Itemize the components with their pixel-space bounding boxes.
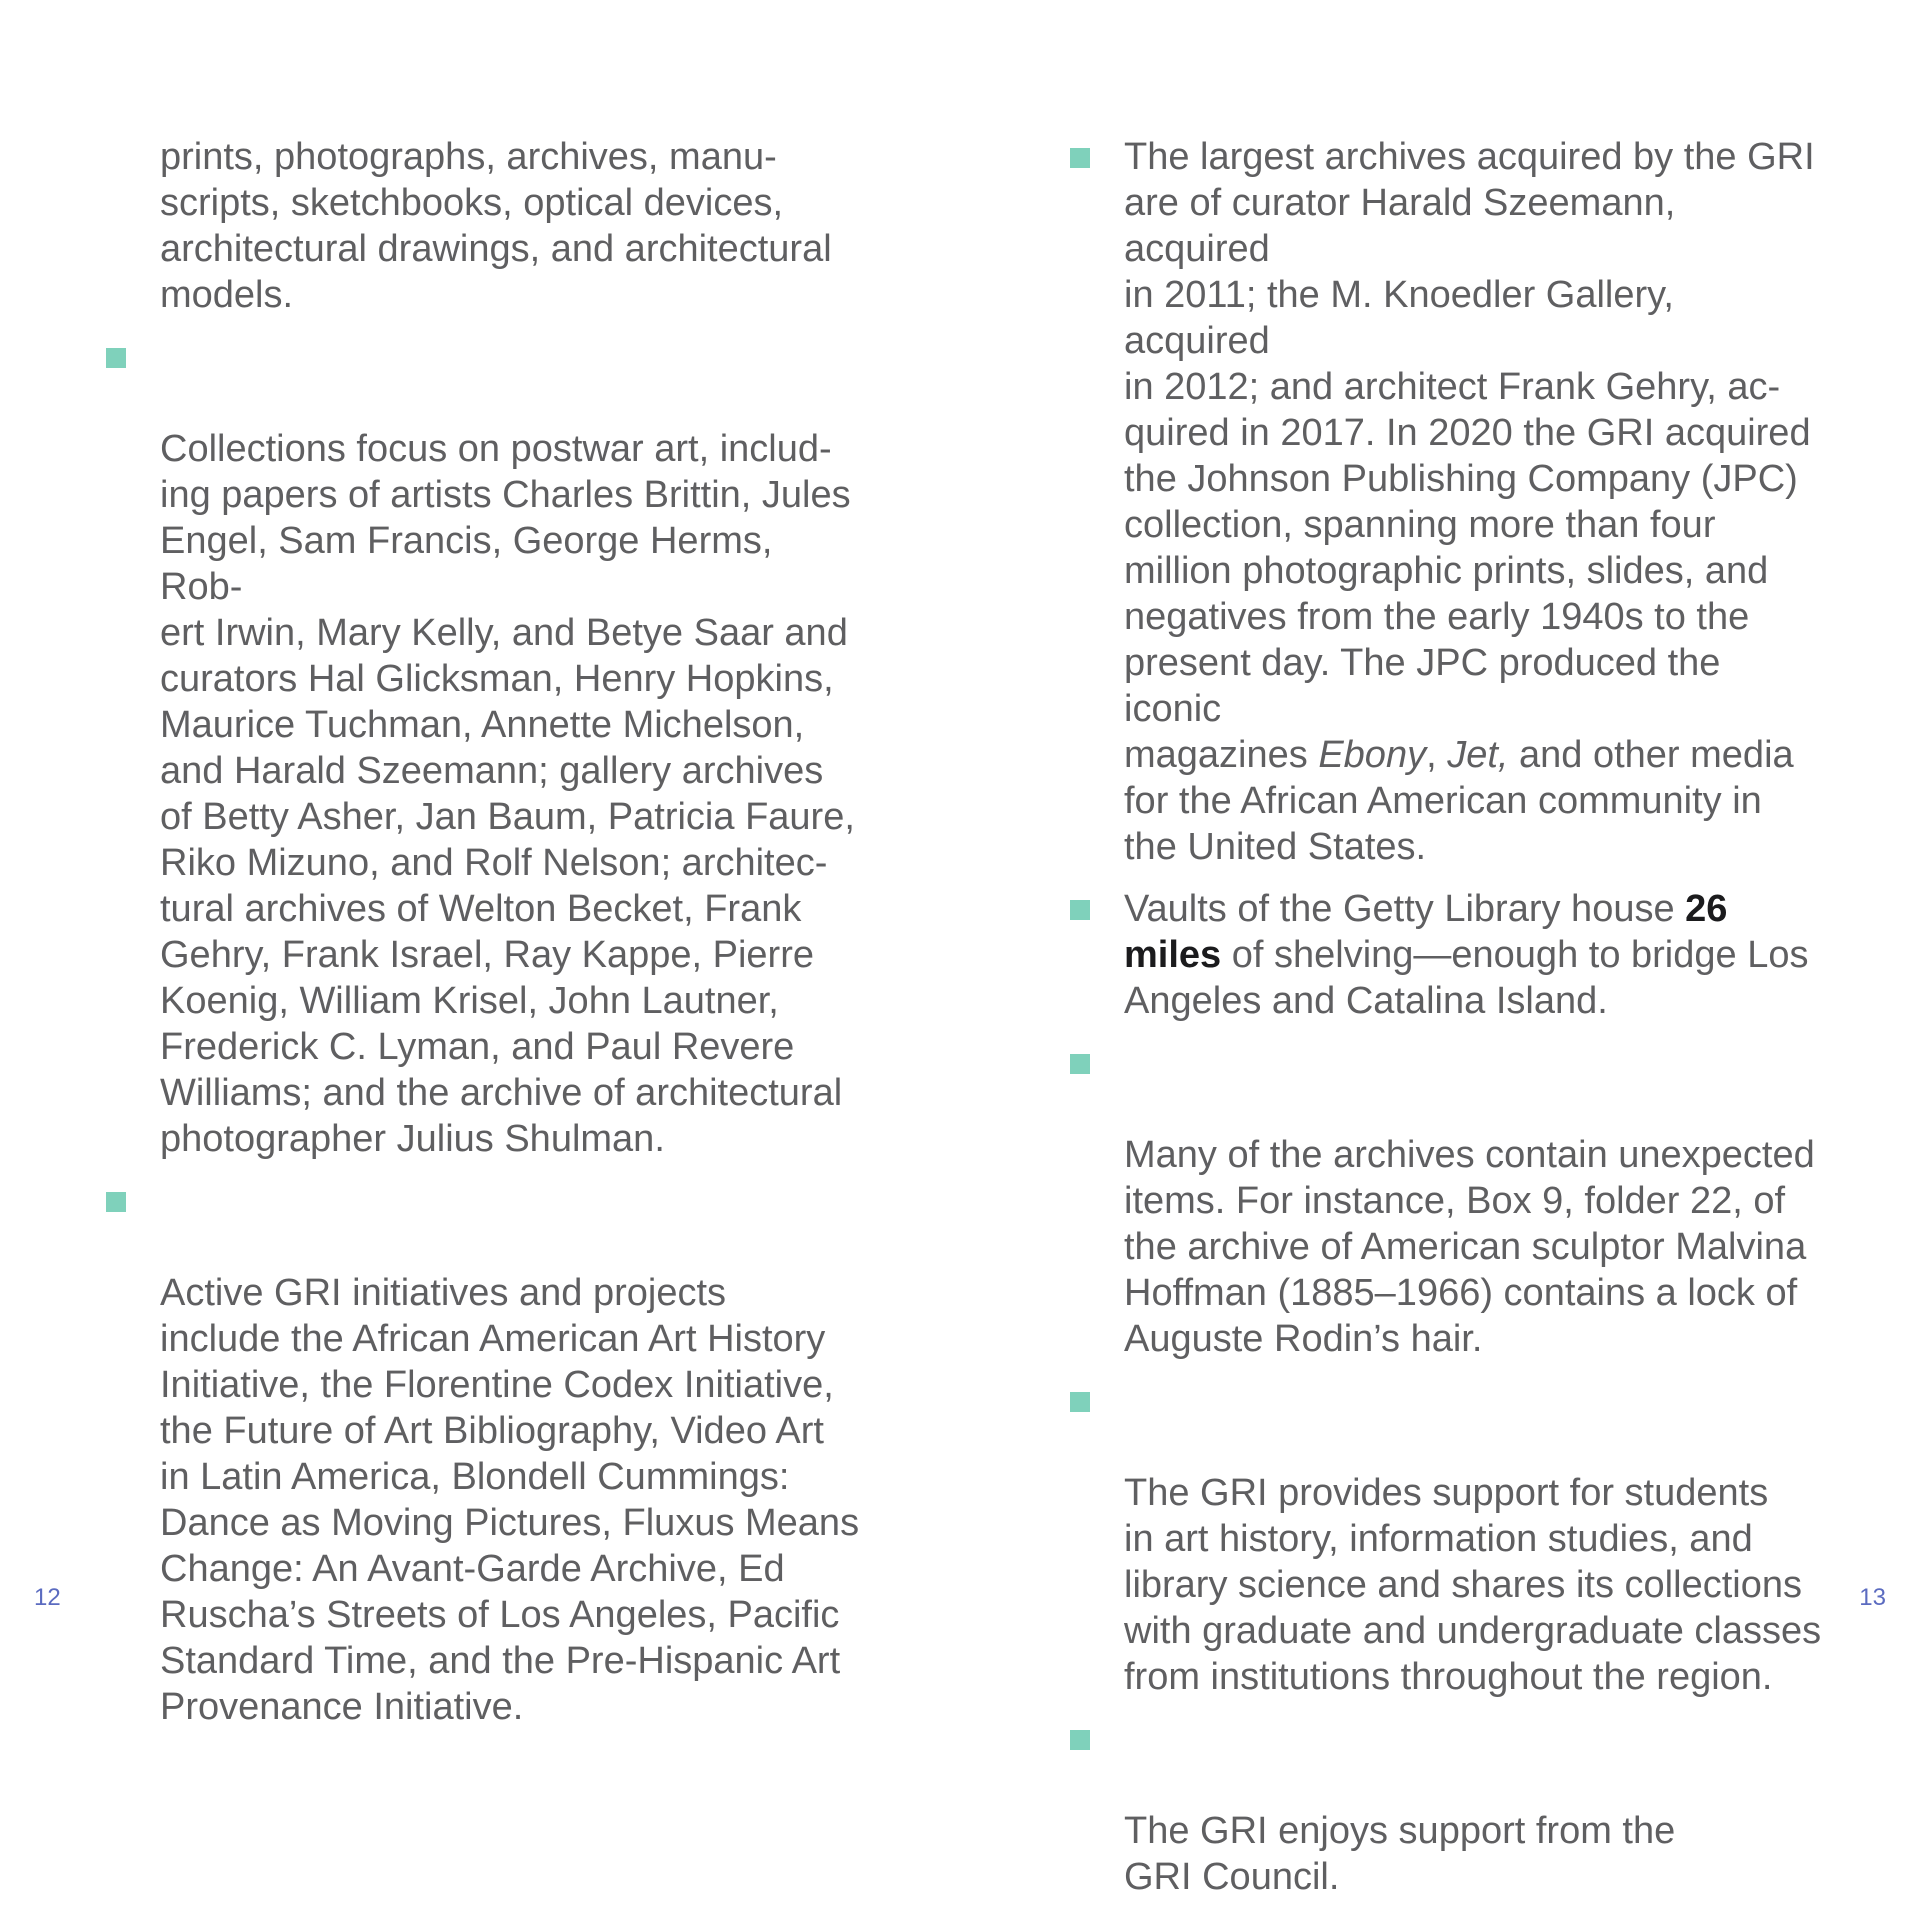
right-column [1124, 134, 1824, 1916]
square-bullet-icon [106, 1192, 126, 1212]
square-bullet-icon [1070, 900, 1090, 920]
left-column [160, 134, 860, 1746]
square-bullet-icon [1070, 148, 1090, 168]
bullet-text: Many of the archives contain unexpected items. For instance, Box 9, folder 22, of the archive of American sculptor Malvina Hoffman (1885–1966) contains a lock of Auguste Rodin’s hair. [1124, 1134, 1815, 1360]
square-bullet-icon [1070, 1054, 1090, 1074]
bullet-text: Active GRI initiatives and projects include the African American Art History Initiative, the Florentine Codex Initiative, the Future of Art Bibliography, Video Art in Latin America, Blondell Cummings: Dance as Moving Pictures, Fluxus Means Change: An Avant-Garde Archive, Ed Ruscha’s Streets of Los Angeles, Pacific Standard Time, and the Pre-Hispanic Art Provenance Initiative. [160, 1272, 860, 1728]
bullet-item-student-support [1124, 1378, 1824, 1700]
bullet-text: The GRI enjoys support from the GRI Council. [1124, 1810, 1676, 1898]
magazine-title-jet: Jet, [1447, 734, 1509, 776]
bullet-text: The GRI provides support for students in art history, information studies, and library science and shares its collections with graduate and undergraduate classes from institutions throughout the region. [1124, 1472, 1822, 1698]
highlight-26-miles: 26 miles [1124, 888, 1728, 976]
square-bullet-icon [106, 348, 126, 368]
separator: , [1426, 734, 1448, 776]
bullet-item-largest-archives [1124, 134, 1824, 870]
page-number-right: 13 [1859, 1584, 1886, 1611]
bullet-text-end: of shelving—enough to bridge Los Angeles and Catalina Island. [1124, 934, 1809, 1022]
left-page [0, 0, 960, 1728]
bullet-item-gri-council [1124, 1716, 1824, 1900]
bullet-text: The largest archives acquired by the GRI are of curator Harald Szeemann, acquired in 2011; the M. Knoedler Gallery, acquired in 2012; and architect Frank Gehry, ac- quired in 2017. In 2020 the GRI acquired the Johnson Publishing Company (JPC) collection, spanning more than four million photographic prints, slides, and negatives from the early 1940s to the present day. The JPC produced the iconic magazines [1124, 136, 1815, 776]
magazine-title-ebony: Ebony [1318, 734, 1427, 776]
page-number-left: 12 [34, 1584, 61, 1611]
bullet-item-initiatives [160, 1178, 860, 1730]
bullet-text-end: and other media for the African American community in the United States. [1124, 734, 1794, 868]
bullet-item-collections [160, 334, 860, 1162]
bullet-item-vaults [1124, 886, 1824, 1024]
bullet-item-unexpected-items [1124, 1040, 1824, 1362]
square-bullet-icon [1070, 1730, 1090, 1750]
bullet-text: Vaults of the Getty Library house [1124, 888, 1686, 930]
square-bullet-icon [1070, 1392, 1090, 1412]
continuation-paragraph: prints, photographs, archives, manu- scripts, sketchbooks, optical devices, architectural drawings, and architectural models. [160, 136, 832, 316]
right-page [960, 0, 1920, 1898]
bullet-text: Collections focus on postwar art, includ- ing papers of artists Charles Brittin, Jules Engel, Sam Francis, George Herms, Rob- ert Irwin, Mary Kelly, and Betye Saar and curators Hal Glicksman, Henry Hopkins, Maurice Tuchman, Annette Michelson, and Harald Szeemann; gallery archives of Betty Asher, Jan Baum, Patricia Faure, Riko Mizuno, and Rolf Nelson; architec- tural archives of Welton Becket, Frank Gehry, Frank Israel, Ray Kappe, Pierre Koenig, William Krisel, John Lautner, Frederick C. Lyman, and Paul Revere Williams; and the archive of architectural photographer Julius Shulman. [160, 428, 855, 1160]
